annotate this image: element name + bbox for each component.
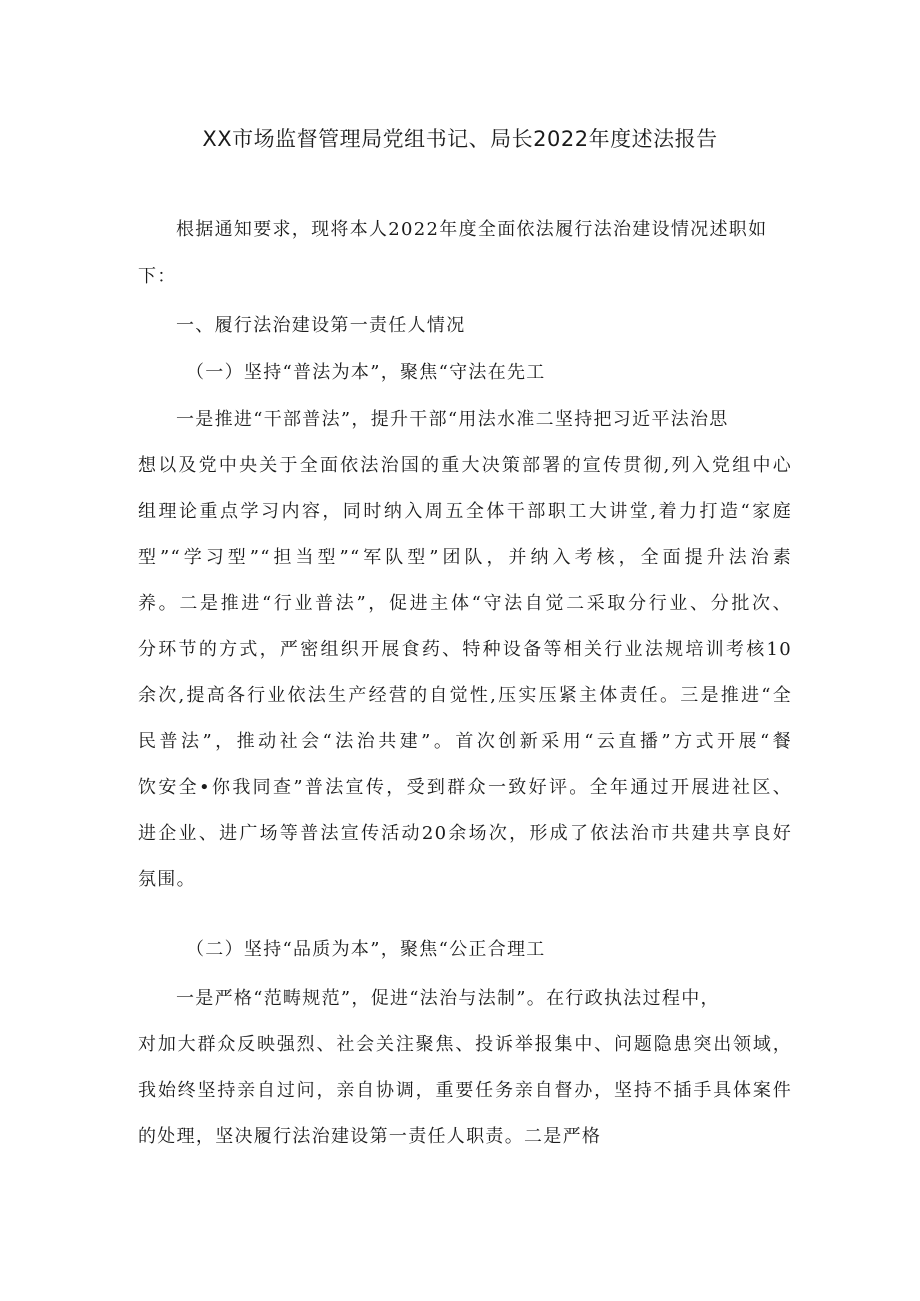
paragraph-line: 分环节的方式，严密组织开展食药、特种设备等相关行业法规培训考核10: [138, 639, 792, 660]
paragraph-line: 型”“学习型”“担当型”“军队型”团队，并纳入考核，全面提升法治素: [138, 547, 792, 568]
paragraph-line: 组理论重点学习内容，同时纳入周五全体干部职工大讲堂,着力打造“家庭: [138, 501, 792, 522]
paragraph-line: 余次,提高各行业依法生产经营的自觉性,压实压紧主体责任。三是推进“全: [138, 685, 792, 706]
paragraph-line: 养。二是推进“行业普法”，促进主体“守法自觉二采取分行业、分批次、: [138, 593, 792, 614]
paragraph-line: 对加大群众反映强烈、社会关注聚焦、投诉举报集中、问题隐患突出领域，: [138, 1034, 792, 1055]
subsection-heading: （一）坚持“普法为本”，聚焦“守法在先工: [186, 362, 546, 383]
document-title: XX市场监督管理局党组书记、局长2022年度述法报告: [202, 127, 718, 151]
section-heading: 一、履行法治建设第一责任人情况: [176, 315, 466, 336]
paragraph-line: 根据通知要求，现将本人2022年度全面依法履行法治建设情况述职如: [176, 219, 768, 240]
paragraph-line: 一是推进“干部普法”，提升干部“用法水准二坚持把习近平法治思: [176, 409, 729, 430]
paragraph-line: 饮安全•你我同查”普法宣传，受到群众一致好评。全年通过开展进社区、: [138, 777, 792, 798]
paragraph-line: 我始终坚持亲自过问，亲自协调，重要任务亲自督办，坚持不插手具体案件: [138, 1080, 792, 1101]
paragraph-line: 民普法”，推动社会“法治共建”。首次创新采用“云直播”方式开展“餐: [138, 731, 792, 752]
paragraph-line: 一是严格“范畴规范”，促进“法治与法制”。在行政执法过程中，: [176, 988, 720, 1009]
subsection-heading: （二）坚持“品质为本”，聚焦“公正合理工: [186, 939, 546, 960]
paragraph-line: 进企业、进广场等普法宣传活动20余场次，形成了依法治市共建共享良好: [138, 823, 792, 844]
paragraph-line: 想以及党中央关于全面依法治国的重大决策部署的宣传贯彻,列入党组中心: [138, 455, 792, 476]
paragraph-line: 的处理，坚决履行法治建设第一责任人职责。二是严格: [138, 1126, 602, 1147]
paragraph-line: 下：: [138, 266, 177, 287]
paragraph-line: 氛围。: [138, 869, 196, 890]
